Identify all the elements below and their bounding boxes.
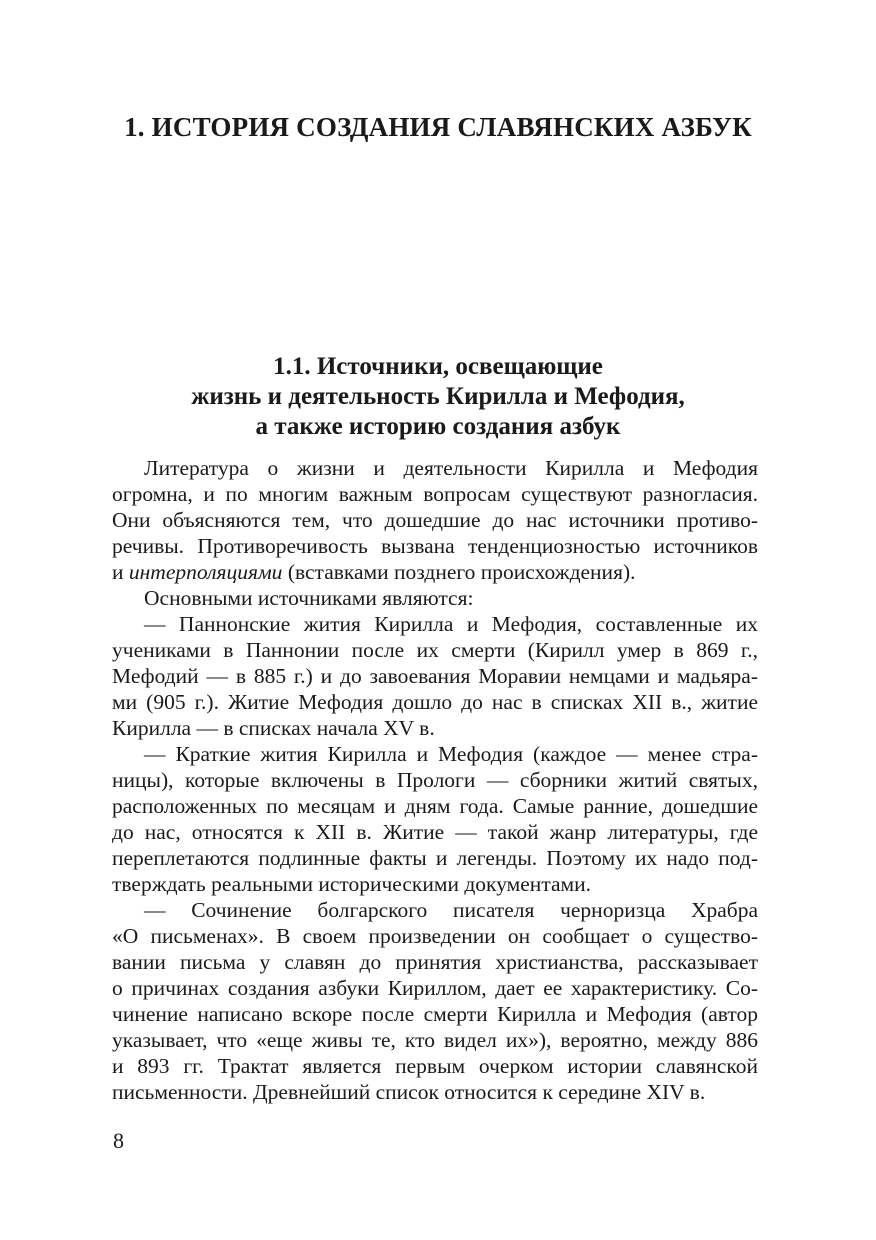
text-line: Они объясняются тем, что дошедшие до нас источники противо- — [112, 508, 758, 532]
text-line: тверждать реальными историческими документами. — [112, 872, 592, 896]
text-line: ницы), которые включены в Прологи — сборники житий святых, — [112, 768, 758, 792]
section-title-line: жизнь и деятельность Кирилла и Мефодия, — [191, 383, 685, 410]
page-number: 8 — [113, 1128, 124, 1153]
text-fragment: и — [112, 560, 129, 584]
section-title-line: а также историю создания азбук — [255, 413, 621, 440]
text-line: — Сочинение болгарского писателя черноризца Храбра — [144, 898, 758, 922]
text-line: огромна, и по многим важным вопросам существуют разногласия. — [112, 482, 758, 506]
text-line: о причинах создания азбуки Кириллом, дает ее характеристику. Со- — [112, 976, 758, 1000]
italic-term: интерполяциями — [128, 560, 283, 584]
text-line: «О письменах». В своем произведении он сообщает о существо- — [112, 924, 758, 948]
section-title-line: 1.1. Источники, освещающие — [273, 353, 603, 380]
text-line: до нас, относятся к XII в. Житие — такой жанр литературы, где — [112, 820, 758, 844]
body-text — [112, 455, 758, 1105]
text-line: Основными источниками являются: — [144, 586, 474, 610]
text-line: учениками в Паннонии после их смерти (Кирилл умер в 869 г., — [112, 638, 758, 662]
text-line: Литература о жизни и деятельности Кирилла и Мефодия — [144, 456, 758, 480]
text-line: расположенных по месяцам и дням года. Самые ранние, дошедшие — [112, 794, 758, 818]
text-line: указывает, что «еще живы те, кто видел их»), вероятно, между 886 — [112, 1028, 758, 1052]
section-title — [100, 352, 776, 442]
text-line: письменности. Древнейший список относится к середине XIV в. — [112, 1080, 706, 1104]
text-line: Мефодий — в 885 г.) и до завоевания Моравии немцами и мадьяра- — [112, 664, 758, 688]
text-line: и 893 гг. Трактат является первым очерком истории славянской — [112, 1054, 758, 1078]
text-line: — Паннонские жития Кирилла и Мефодия, составленные их — [144, 612, 758, 636]
text-line — [112, 559, 758, 585]
text-line: переплетаются подлинные факты и легенды. Поэтому их надо под- — [112, 846, 758, 870]
text-line: ми (905 г.). Житие Мефодия дошло до нас в списках XII в., житие — [112, 690, 758, 714]
text-fragment: (вставками позднего происхождения). — [282, 560, 636, 584]
text-line: чинение написано вскоре после смерти Кирилла и Мефодия (автор — [112, 1002, 758, 1026]
text-line: вании письма у славян до принятия христианства, рассказывает — [112, 950, 758, 974]
text-line: речивы. Противоречивость вызвана тенденциозностью источников — [112, 534, 758, 558]
text-line: Кирилла — в списках начала XV в. — [112, 716, 435, 740]
chapter-title: 1. ИСТОРИЯ СОЗДАНИЯ СЛАВЯНСКИХ АЗБУК — [124, 112, 752, 142]
text-line: — Краткие жития Кирилла и Мефодия (каждое — менее стра- — [144, 742, 758, 766]
